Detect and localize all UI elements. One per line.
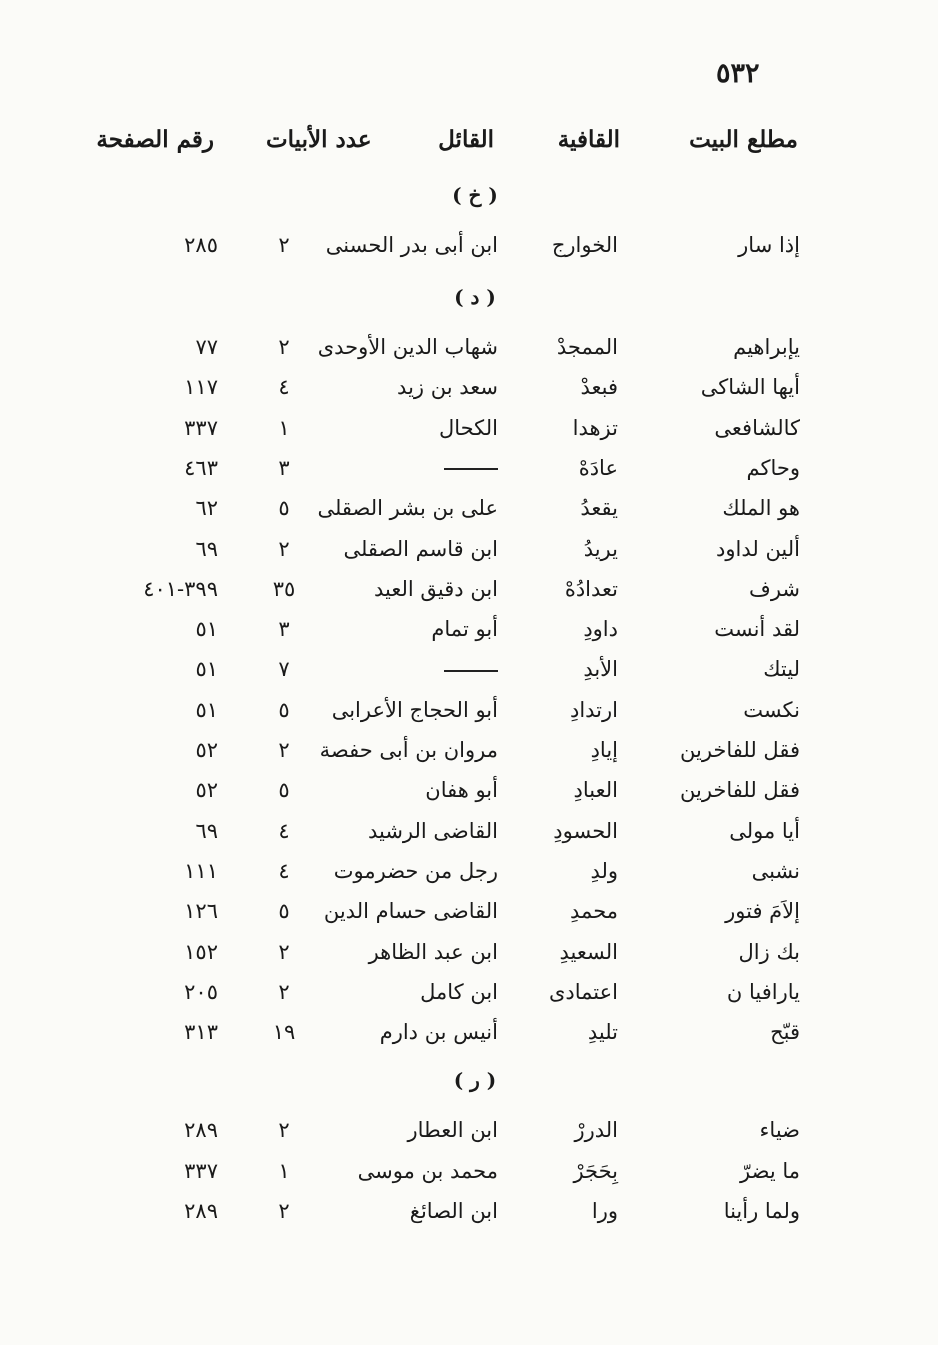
page-ref: ٥١ (195, 697, 218, 722)
header-poet: القائل (438, 126, 494, 153)
rhyme: الممجدْ (556, 335, 618, 359)
poet: سعد بن زيد (397, 375, 498, 400)
verse-opening: نشبى (751, 858, 800, 883)
page-ref: ١٢٦ (184, 899, 218, 924)
page-ref: ٣٣٧ (184, 415, 218, 440)
rhyme: الدررْ (574, 1118, 618, 1142)
table-row (0, 814, 938, 852)
page-ref: ٣١٣ (184, 1020, 218, 1045)
page-ref: ٧٧ (195, 335, 218, 359)
verse-count: ١٩ (272, 1020, 296, 1045)
verse-count: ٥ (278, 899, 290, 924)
rhyme: ولدِ (590, 858, 618, 883)
verse-opening: يإبراهيم (733, 335, 800, 359)
verse-opening: ليتك (763, 657, 800, 682)
table-row (0, 693, 938, 731)
page-ref: ١١٧ (184, 375, 218, 400)
page-ref: ٥٢ (195, 738, 218, 762)
poet: الكحال (438, 415, 498, 440)
page-ref: ٣٩٩-٤٠١ (143, 576, 218, 601)
verse-opening: إلاَمَ فتور (725, 899, 800, 924)
table-row (0, 773, 938, 811)
rhyme: فبعدْ (580, 375, 618, 400)
rhyme: تزهدا (572, 415, 618, 440)
poet: ابن أبى بدر الحسنى (325, 233, 498, 257)
verse-count: ١ (278, 415, 290, 440)
header-page-number: رقم الصفحة (96, 126, 214, 153)
verse-opening: لقد أنست (714, 617, 800, 642)
verse-opening: ضياء (759, 1118, 800, 1142)
verse-opening: نكست (743, 697, 800, 722)
rhyme: العبادِ (573, 778, 618, 803)
rhyme: إيادِ (590, 738, 618, 762)
rhyme: السعيدِ (559, 939, 618, 964)
verse-count: ٣ (278, 617, 290, 642)
poet: ابن العطار (407, 1118, 498, 1142)
page-number: ٥٣٢ (716, 58, 760, 89)
page-ref: ٥١ (195, 657, 218, 682)
verse-opening: فقل للفاخرين (679, 778, 800, 803)
table-row (0, 451, 938, 489)
table-row (0, 612, 938, 650)
verse-count: ٢ (278, 1118, 290, 1142)
table-row (0, 411, 938, 449)
verse-opening: فقل للفاخرين (679, 738, 800, 762)
unknown-poet-dash (444, 468, 498, 470)
rhyme: يريدُ (583, 536, 618, 561)
header-verse-count: عدد الأبيات (266, 126, 372, 153)
section-letter: ( د ) (454, 285, 496, 309)
table-row (0, 652, 938, 690)
poet: محمد بن موسى (357, 1158, 498, 1183)
verse-count: ٥ (278, 778, 290, 803)
verse-count: ٢ (278, 979, 290, 1004)
verse-count: ١ (278, 1158, 290, 1183)
table-row (0, 1015, 938, 1053)
header-verse-opening: مطلع البيت (689, 126, 798, 153)
rhyme: تعدادُهْ (564, 576, 618, 601)
verse-count: ٢ (278, 536, 290, 561)
table-row (0, 1194, 938, 1232)
rhyme: ارتدادِ (569, 697, 618, 722)
rhyme: بِحَجَرْ (573, 1158, 618, 1183)
verse-count: ٤ (278, 858, 290, 883)
page-ref: ١١١ (184, 858, 218, 883)
poet: على بن بشر الصقلى (317, 496, 498, 521)
poet: القاضى الرشيد (367, 818, 498, 843)
page-ref: ٦٢ (195, 496, 218, 521)
verse-opening: قبّح (770, 1020, 800, 1045)
table-row (0, 733, 938, 771)
section-letter: ( ر ) (453, 1068, 497, 1092)
section-letter-heading (0, 180, 938, 210)
poet: أبو الحجاج الأعرابى (331, 697, 498, 722)
poet (444, 451, 498, 485)
poet: أبو تمام (431, 617, 498, 642)
table-row (0, 370, 938, 408)
page-ref: ٥٢ (195, 778, 218, 803)
page-ref: ٦٩ (195, 818, 218, 843)
verse-opening: وحاكم (746, 455, 800, 480)
table-row (0, 532, 938, 570)
poet: رجل من حضرموت (333, 858, 498, 883)
poet: مروان بن أبى حفصة (319, 738, 498, 762)
page-ref: ٣٣٧ (184, 1158, 218, 1183)
rhyme: عادَهْ (578, 455, 618, 480)
rhyme: داودِ (583, 617, 618, 642)
section-letter-heading (0, 1065, 938, 1095)
verse-count: ٤ (278, 375, 290, 400)
page-ref: ١٥٢ (184, 939, 218, 964)
verse-count: ٥ (278, 697, 290, 722)
verse-opening: أيا مولى (729, 818, 800, 843)
poet: شهاب الدين الأوحدى (317, 335, 498, 359)
rhyme: الخوارج (551, 233, 618, 257)
table-row (0, 935, 938, 973)
poet: ابن عبد الظاهر (368, 939, 498, 964)
rhyme: تليدِ (587, 1020, 618, 1045)
verse-count: ٥ (278, 496, 290, 521)
poet: ابن قاسم الصقلى (343, 536, 498, 561)
table-row (0, 330, 938, 368)
table-row (0, 1113, 938, 1151)
rhyme: الحسودِ (553, 818, 618, 843)
verse-opening: ألين لداود (716, 536, 800, 561)
verse-opening: ولما رأينا (723, 1199, 800, 1223)
page-ref: ٤٦٣ (184, 455, 218, 480)
verse-opening: ما يضرّ (740, 1158, 800, 1183)
table-row (0, 854, 938, 892)
verse-count: ٢ (278, 335, 290, 359)
poet: ابن الصائغ (409, 1199, 498, 1223)
header-rhyme: القافية (557, 126, 620, 153)
verse-count: ٢ (278, 1199, 290, 1223)
page-ref: ٢٠٥ (184, 979, 218, 1004)
table-header (0, 123, 938, 163)
verse-opening: أيها الشاكى (700, 375, 800, 400)
verse-opening: يارافيا ن (726, 979, 800, 1004)
table-row (0, 1154, 938, 1192)
page-ref: ٥١ (195, 617, 218, 642)
table-row (0, 572, 938, 610)
verse-count: ٤ (278, 818, 290, 843)
verse-count: ٢ (278, 738, 290, 762)
page-ref: ٦٩ (195, 536, 218, 561)
poet (444, 652, 498, 686)
section-letter-heading (0, 282, 938, 312)
unknown-poet-dash (444, 670, 498, 672)
rhyme: ورا (591, 1199, 618, 1223)
poet: أبو هفان (425, 778, 498, 803)
page-ref: ٢٨٩ (184, 1118, 218, 1142)
rhyme: الأبدِ (583, 657, 618, 682)
section-letter: ( خ ) (452, 183, 498, 207)
verse-count: ٢ (278, 939, 290, 964)
table-row (0, 491, 938, 529)
poet: ابن دقيق العيد (374, 576, 498, 601)
verse-count: ٣٥ (272, 576, 296, 601)
rhyme: يقعدُ (580, 496, 618, 521)
verse-count: ٣ (278, 455, 290, 480)
poet: أنيس بن دارم (379, 1020, 498, 1045)
table-row (0, 975, 938, 1013)
poet: القاضى حسام الدين (323, 899, 498, 924)
table-row (0, 228, 938, 266)
verse-opening: كالشافعى (714, 415, 800, 440)
verse-opening: إذا سار (738, 233, 800, 257)
page-ref: ٢٨٥ (184, 233, 218, 257)
verse-opening: شرف (749, 576, 800, 601)
verse-opening: بك زال (738, 939, 800, 964)
verse-opening: هو الملك (722, 496, 800, 521)
rhyme: اعتمادى (548, 979, 618, 1004)
table-row (0, 894, 938, 932)
verse-count: ٢ (278, 233, 290, 257)
verse-count: ٧ (278, 657, 290, 682)
rhyme: محمدِ (570, 899, 618, 924)
page-ref: ٢٨٩ (184, 1199, 218, 1223)
poet: ابن كامل (420, 979, 498, 1004)
